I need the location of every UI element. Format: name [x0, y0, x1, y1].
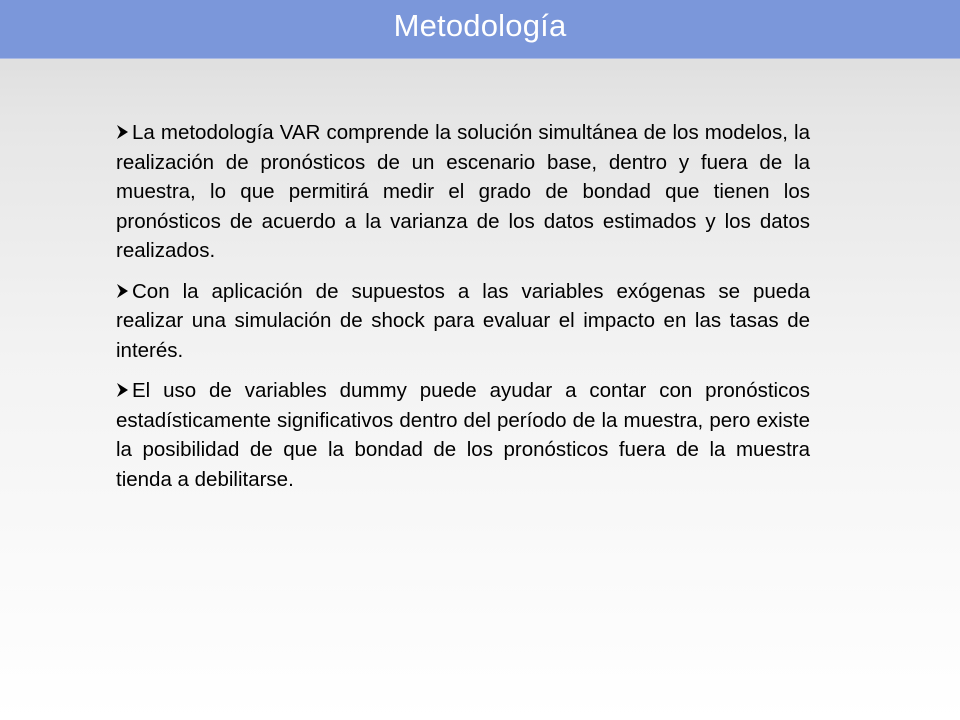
bullet-item	[116, 118, 810, 266]
arrow-bullet-icon	[116, 283, 129, 299]
bullet-item	[116, 277, 810, 366]
title-bar	[0, 0, 960, 59]
arrow-bullet-icon	[116, 382, 129, 398]
arrow-bullet-icon	[116, 124, 129, 140]
bullet-text: La metodología VAR comprende la solución simultánea de los modelos, la realización de pronósticos de un escenario base, dentro y fuera de la muestra, lo que permitirá medir el grado de bondad que tienen los pronósticos de acuerdo a la varianza de los datos estimados y los datos realizados.	[116, 121, 810, 262]
bullet-text: El uso de variables dummy puede ayudar a contar con pronósticos estadísticamente significativos dentro del período de la muestra, pero existe la posibilidad de que la bondad de los pronósticos fuera de la muestra tienda a debilitarse.	[116, 379, 810, 491]
bullet-text: Con la aplicación de supuestos a las variables exógenas se pueda realizar una simulación de shock para evaluar el impacto en las tasas de interés.	[116, 279, 810, 362]
bullet-item	[116, 376, 810, 494]
page-title: Metodología	[393, 8, 567, 43]
bullet-list	[116, 118, 810, 505]
